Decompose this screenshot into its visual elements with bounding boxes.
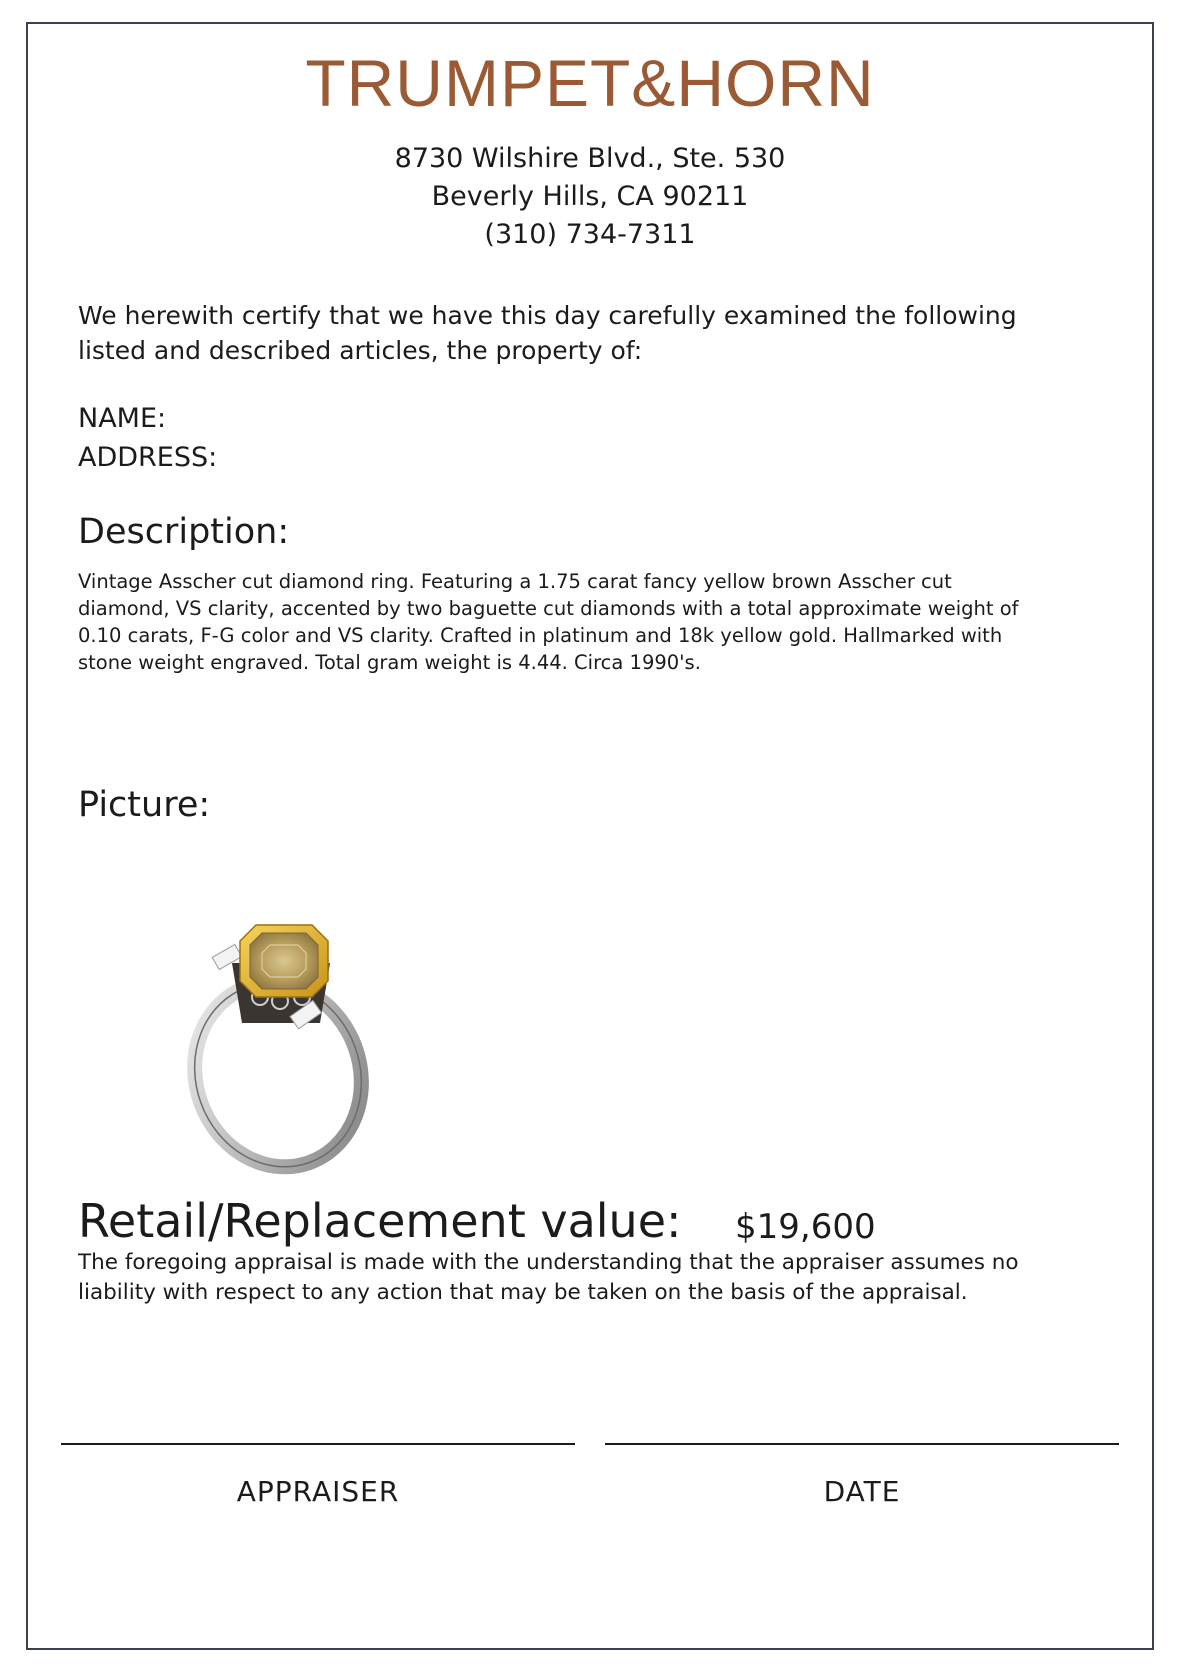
name-label: NAME: (78, 403, 167, 434)
description-line: stone weight engraved. Total gram weight is 4.44. Circa 1990's. (78, 651, 701, 674)
retail-value-amount: $19,600 (735, 1207, 876, 1247)
appraiser-signature-line (61, 1443, 575, 1445)
date-label: DATE (823, 1475, 901, 1508)
appraiser-label: APPRAISER (236, 1475, 400, 1508)
disclaimer-line-2: liability with respect to any action that may be taken on the basis of the appraisal. (78, 1280, 968, 1305)
description-line: 0.10 carats, F-G color and VS clarity. Crafted in platinum and 18k yellow gold. Hallmarked with (78, 624, 1003, 647)
retail-value-label: Retail/Replacement value: (78, 1194, 682, 1248)
description-line: Vintage Asscher cut diamond ring. Featuring a 1.75 carat fancy yellow brown Asscher cut (78, 570, 952, 593)
certificate-border (26, 22, 1154, 1650)
address-line-1: 8730 Wilshire Blvd., Ste. 530 (394, 143, 786, 174)
brand-logo: TRUMPET&HORN (305, 46, 875, 120)
picture-heading: Picture: (78, 785, 211, 825)
description-line: diamond, VS clarity, accented by two baguette cut diamonds with a total approximate weight of (78, 597, 1019, 620)
description-heading: Description: (78, 512, 290, 552)
disclaimer-line-1: The foregoing appraisal is made with the understanding that the appraiser assumes no (78, 1250, 1019, 1275)
phone-number: (310) 734-7311 (484, 219, 696, 250)
certification-line-2: listed and described articles, the property of: (78, 336, 643, 365)
address-label: ADDRESS: (78, 442, 218, 473)
date-signature-line (605, 1443, 1119, 1445)
certification-line-1: We herewith certify that we have this day carefully examined the following (78, 301, 1017, 330)
address-line-2: Beverly Hills, CA 90211 (431, 181, 749, 212)
ring-photo (180, 905, 400, 1175)
